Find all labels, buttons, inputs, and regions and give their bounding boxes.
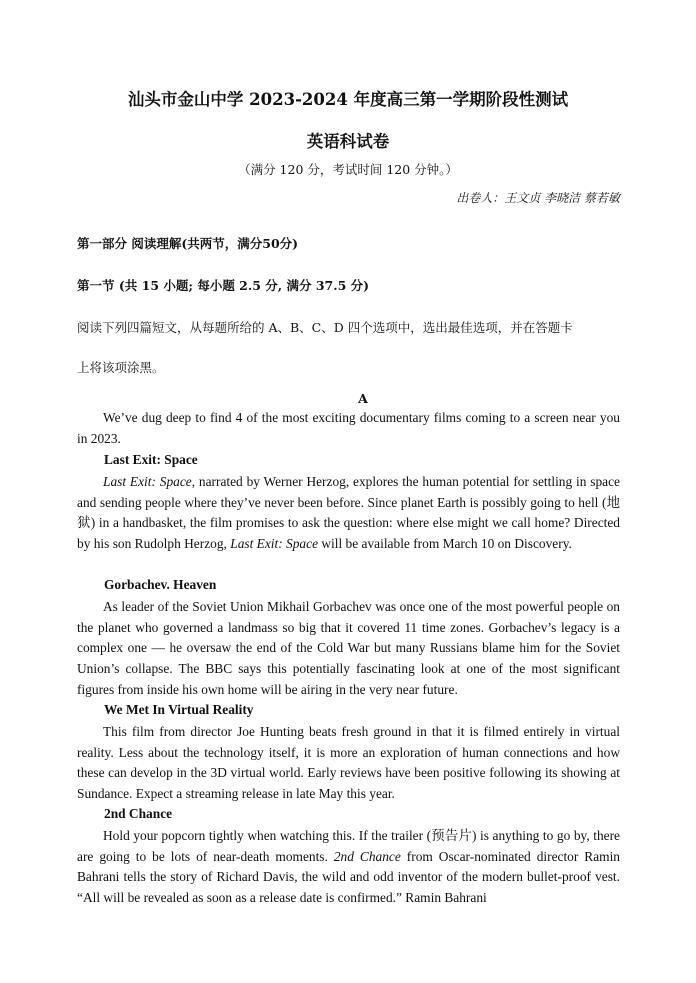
film-1-title-italic: Last Exit: Space — [103, 474, 192, 489]
film-4-title-italic: 2nd Chance — [333, 848, 401, 864]
part-heading: 第一部分 阅读理解(共两节，满分50分) — [77, 236, 299, 251]
film-1-text-part2: will be available from March 10 on Discovery. — [318, 536, 572, 552]
film-title-2: Gorbachev. Heaven — [104, 577, 217, 592]
exam-subtitle: 英语科试卷 — [306, 132, 390, 151]
film-1-title-italic-2: Last Exit: Space — [230, 536, 319, 552]
film-title-4: 2nd Chance — [104, 806, 173, 821]
section-heading: 第一节 (共 15 小题; 每小题 2.5 分, 满分 37.5 分) — [77, 278, 370, 293]
passage-intro — [77, 408, 620, 449]
film-1-text-part1: , narrated by Werner Herzog, explores the human potential for settling in space and sending people where they’ve never been before. Since planet Earth is possibly going to hell (地狱) in a handbasket, the film promises to ask the question: where else might we call home? Directed by his son Rudolph Herzog, — [77, 474, 620, 552]
film-4-text-part1: Hold your popcorn tightly when watching this. If the trailer (预告片) is anything to go by, there are going to be lots of near-death moments. — [77, 828, 620, 864]
film-paragraph-4 — [77, 826, 620, 909]
film-title-1: Last Exit: Space — [104, 452, 198, 467]
exam-title: 汕头市金山中学 2023-2024 年度高三第一学期阶段性测试 — [127, 90, 569, 109]
passage-letter: A — [358, 391, 368, 406]
film-paragraph-2 — [77, 597, 620, 701]
film-paragraph-3 — [77, 722, 620, 805]
film-title-3: We Met In Virtual Reality — [104, 702, 254, 717]
exam-authors: 出卷人：王文贞 李晓洁 蔡若敏 — [456, 191, 620, 205]
instruction-line-1: 阅读下列四篇短文，从每题所给的 A、B、C、D 四个选项中，选出最佳选项，并在答题卡 — [77, 320, 573, 335]
exam-info: （满分 120 分，考试时间 120 分钟。） — [238, 162, 458, 177]
film-2-text: As leader of the Soviet Union Mikhail Gorbachev was once one of the most powerful people on the planet who governed a landmass so big that it covered 11 time zones. Gorbachev’s legacy is a complex one — he oversaw the end of the Cold War but many Russians blame him for the Soviet Union’s collapse. The BBC says this potentially fascinating look at one of the most significant figures from inside his own home will be airing in the very near future. — [77, 599, 620, 697]
film-3-text: This film from director Joe Hunting beats fresh ground in that it is filmed entirely in virtual reality. Less about the technology itself, it is more an exploration of human connections and how these can develop in the 3D virtual world. Early reviews have been positive following its showing at Sundance. Expect a streaming release in late May this year. — [77, 724, 620, 802]
passage-intro-text: We’ve dug deep to find 4 of the most exciting documentary films coming to a screen near you in 2023. — [77, 410, 620, 446]
film-paragraph-1 — [77, 472, 620, 555]
instruction-line-2: 上将该项涂黑。 — [77, 360, 165, 375]
film-4-text-part2: from Oscar-nominated director Ramin Bahrani tells the story of Richard Davis, the wild and odd inventor of the modern bullet-proof vest. “All will be revealed as soon as a release date is confirmed.” Ramin Bahrani — [77, 848, 621, 906]
